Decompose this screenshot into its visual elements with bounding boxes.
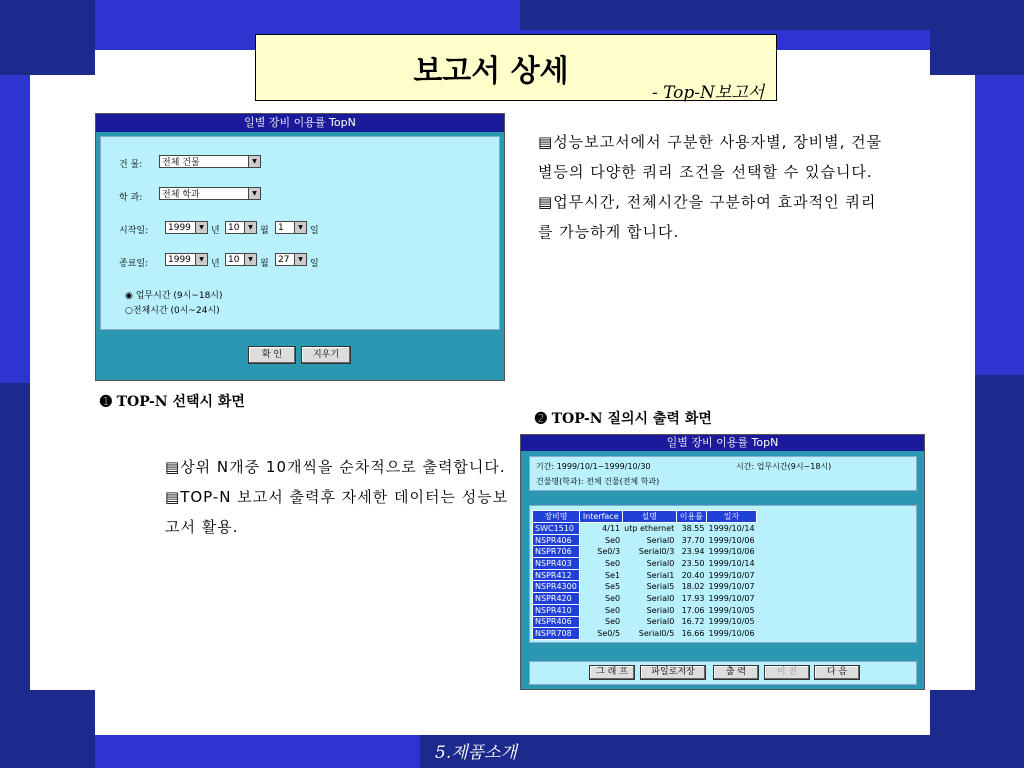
bullet-icon: ▤ [538,133,554,151]
table-row[interactable] [533,569,757,581]
table-cell: 1999/10/14 [708,524,755,534]
building-text: 건물명(학과): 전체 건물(전체 학과) [536,477,660,486]
caption-select-screen [100,391,245,411]
radio-all-hours[interactable] [125,303,220,316]
table-cell: NSPR406 [533,534,580,546]
chevron-down-icon[interactable]: ▼ [195,222,207,233]
radio-business-hours[interactable] [125,288,223,301]
table-cell: 20.40 [681,570,705,580]
bullet-icon: ▤ [538,193,554,211]
frame-block [975,375,1024,690]
table-cell: 1999/10/07 [708,582,755,592]
circled-two-icon: ➋ [535,411,547,427]
topn-select-window [95,113,505,381]
chevron-down-icon[interactable]: ▼ [244,222,256,233]
bullet-text: 업무시간, 전체시간을 구분하여 효과적인 쿼리를 가능하게 합니다. [538,193,877,241]
footer-text: 5.제품소개 [435,743,517,763]
table-cell: 16.66 [681,629,705,639]
start-year-value: 1999 [168,222,191,233]
col-header: 장비명 [533,511,580,523]
graph-button[interactable]: 그 래 프 [589,665,635,680]
table-cell: Serial0 [646,605,675,615]
table-cell: 4/11 [602,524,621,534]
col-header: Interface [579,511,622,523]
table-row[interactable] [533,593,757,605]
table-cell: 37.70 [681,535,705,545]
col-header: 이용률 [676,511,706,523]
table-cell: NSPR410 [533,604,580,616]
table-cell: NSPR412 [533,569,580,581]
table-cell: Se0 [605,535,621,545]
bullet-item [165,452,515,482]
building-value: 전체 건물 [162,158,200,168]
end-date-label: 종료일: [119,259,149,269]
bullet-item [538,127,883,187]
frame-block [95,735,420,768]
table-cell: 1999/10/05 [708,605,755,615]
ok-button[interactable]: 확 인 [248,346,296,364]
report-table-panel [529,505,917,643]
table-cell: 23.94 [681,547,705,557]
table-cell: Se5 [605,582,621,592]
bullet-text: 상위 N개중 10개씩을 순차적으로 출력합니다. [180,458,506,476]
frame-block [930,0,1024,75]
month-unit: 월 [260,259,269,269]
bullet-item [165,482,515,542]
left-bullets [165,452,515,542]
table-row[interactable] [533,604,757,616]
time-text: 시간: 업무시간(9시~18시) [736,462,832,471]
table-cell: 23.50 [681,558,705,568]
report-table [532,510,757,640]
start-month-select[interactable] [225,221,257,234]
start-day-select[interactable] [275,221,307,234]
table-cell: utp ethernet [624,524,675,534]
table-row[interactable] [533,628,757,640]
chevron-down-icon[interactable]: ▼ [294,222,306,233]
table-cell: Serial0 [646,593,675,603]
radio1-label: 업무시간 (9시~18시) [135,291,223,301]
topn-output-window [520,434,925,690]
bullet-icon: ▤ [165,488,181,506]
table-cell: 17.93 [681,593,705,603]
table-cell: 1999/10/07 [708,570,755,580]
table-cell: 1999/10/14 [708,558,755,568]
chevron-down-icon[interactable]: ▼ [248,156,260,167]
end-year-select[interactable] [165,253,208,266]
bullet-icon: ▤ [165,458,181,476]
radio-unchecked-icon: ○ [125,306,133,316]
prev-button[interactable]: 이 전 [764,665,810,680]
frame-block [0,383,30,690]
frame-block [0,690,95,768]
table-header-row [533,511,757,523]
table-row[interactable] [533,616,757,628]
start-month-value: 10 [228,222,240,233]
col-header: 설명 [622,511,676,523]
start-day-value: 1 [278,222,284,233]
window-title: 일별 장비 이용률 TopN [96,114,504,132]
table-cell: Se0 [605,593,621,603]
table-cell: Serial0 [646,558,675,568]
month-unit: 월 [260,226,269,236]
table-cell: 1999/10/06 [708,547,755,557]
caption-output-screen [535,408,712,428]
day-unit: 일 [310,226,319,236]
table-cell: 1999/10/06 [708,535,755,545]
dept-label: 학 과: [119,193,143,203]
end-month-value: 10 [228,254,240,265]
start-year-select[interactable] [165,221,208,234]
query-panel [100,136,500,330]
table-row[interactable] [533,558,757,570]
day-unit: 일 [310,259,319,269]
clear-button[interactable]: 지우기 [301,346,351,364]
chevron-down-icon[interactable]: ▼ [244,254,256,265]
print-button[interactable]: 출 력 [713,665,759,680]
query-info-panel [529,456,917,491]
table-cell: Se1 [605,570,621,580]
dept-select[interactable] [159,187,261,200]
table-cell: Se0 [605,558,621,568]
dept-value: 전체 학과 [162,190,200,200]
table-cell: 17.06 [681,605,705,615]
end-year-value: 1999 [168,254,191,265]
caption1-text: TOP-N 선택시 화면 [116,394,245,410]
chevron-down-icon[interactable]: ▼ [195,254,207,265]
frame-block [930,690,1024,768]
table-row[interactable] [533,523,757,535]
slide-title: 보고서 상세 [255,34,777,101]
caption2-text: TOP-N 질의시 출력 화면 [551,411,712,427]
next-button[interactable]: 다 음 [814,665,860,680]
table-row[interactable] [533,534,757,546]
table-cell: Se0/3 [597,547,621,557]
slide-subtitle: - Top-N보고서 [652,83,765,103]
table-cell: NSPR706 [533,546,580,558]
radio-checked-icon: ◉ [125,291,133,301]
building-select[interactable] [159,155,261,168]
table-cell: SWC1510 [533,523,580,535]
bullet-text: 성능보고서에서 구분한 사용자별, 장비별, 건물별등의 다양한 쿼리 조건을 선택할 수 있습니다. [538,133,883,181]
frame-block [520,0,930,30]
table-cell: Serial5 [646,582,675,592]
chevron-down-icon[interactable]: ▼ [248,188,260,199]
save-file-button[interactable]: 파일로저장 [640,665,706,680]
period-text: 기간: 1999/10/1~1999/10/30 [536,462,651,471]
col-header: 일자 [706,511,756,523]
end-month-select[interactable] [225,253,257,266]
year-unit: 년 [211,259,220,269]
table-cell: NSPR403 [533,558,580,570]
radio2-label: 전체시간 (0시~24시) [132,306,220,316]
bullet-text: TOP-N 보고서 출력후 자세한 데이터는 성능보고서 활용. [165,488,509,536]
table-row[interactable] [533,581,757,593]
bullet-item [538,187,883,247]
frame-block [0,0,95,75]
table-cell: NSPR420 [533,593,580,605]
table-row[interactable] [533,546,757,558]
table-cell: Serial1 [646,570,675,580]
table-cell: 38.55 [681,524,705,534]
table-cell: 1999/10/06 [708,629,755,639]
table-cell: Se0 [605,617,621,627]
right-bullets [538,127,883,247]
table-cell: 18.02 [681,582,705,592]
table-cell: Serial0/5 [638,629,675,639]
window-title: 일별 장비 이용률 TopN [521,435,924,451]
end-day-select[interactable] [275,253,307,266]
table-cell: NSPR4300 [533,581,580,593]
table-cell: Se0/5 [597,629,621,639]
table-cell: 1999/10/05 [708,617,755,627]
table-cell: NSPR708 [533,628,580,640]
table-cell: 1999/10/07 [708,593,755,603]
end-day-value: 27 [278,254,290,265]
building-label: 건 물: [119,160,143,170]
table-cell: Se0 [605,605,621,615]
start-date-label: 시작일: [119,226,149,236]
table-cell: Serial0 [646,617,675,627]
table-cell: Serial0/3 [638,547,675,557]
year-unit: 년 [211,226,220,236]
chevron-down-icon[interactable]: ▼ [294,254,306,265]
frame-block [0,75,30,383]
table-cell: 16.72 [681,617,705,627]
table-cell: Serial0 [646,535,675,545]
table-cell: NSPR406 [533,616,580,628]
frame-block [975,75,1024,375]
circled-one-icon: ➊ [100,394,112,410]
